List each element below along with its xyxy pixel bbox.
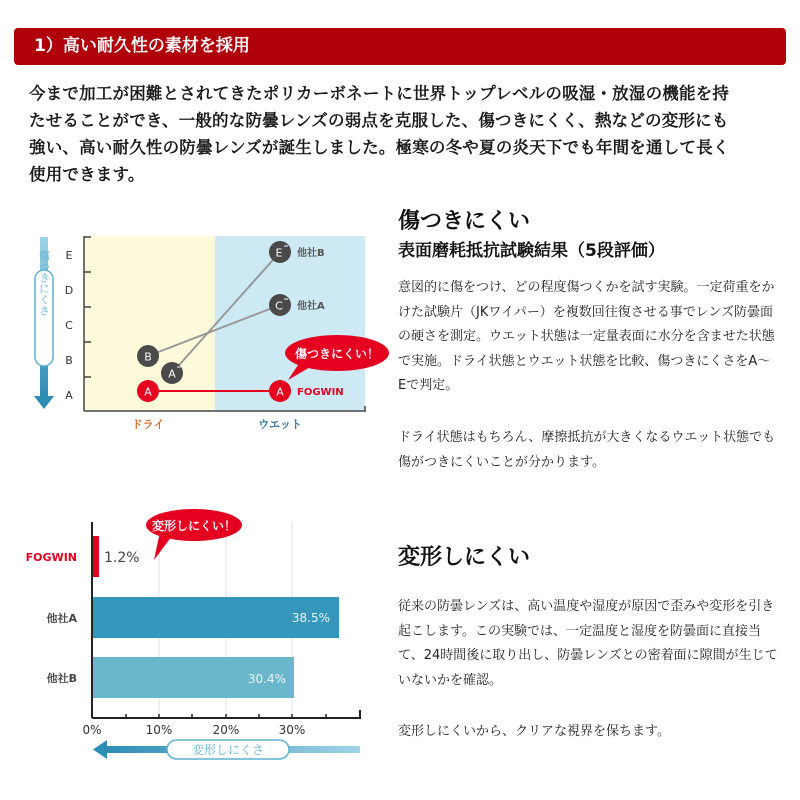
y-axis-label: 傷つきにくさ bbox=[37, 250, 51, 316]
intro-paragraph bbox=[29, 80, 779, 188]
y-tick-b: B bbox=[65, 354, 73, 367]
x-tick-0: 0% bbox=[82, 723, 102, 737]
callout-deformation-resistant bbox=[146, 509, 242, 560]
legend-competitor-b: 他社B bbox=[297, 248, 325, 259]
deformation-chart bbox=[0, 500, 390, 780]
x-label-dry: ドライ bbox=[131, 418, 165, 431]
intro-line: 今まで加工が困難とされてきたポリカーボネートに世界トップレベルの吸湿・放湿の機能を持 bbox=[29, 84, 730, 103]
deformation-section-title: 変形しにくい bbox=[398, 545, 531, 570]
intro-line: 使用できます。 bbox=[29, 165, 145, 184]
svg-text:変形しにくい！: 変形しにくい！ bbox=[151, 519, 237, 533]
value-competitor-b: 30.4% bbox=[247, 672, 286, 686]
x-axis-label: 変形しにくさ bbox=[191, 743, 265, 757]
point-dry-competitor-a bbox=[161, 362, 183, 384]
scratch-description: 意図的に傷をつけ、どの程度傷つくかを試す実験。一定荷重をかけた試験片（JKワイパー）を複数回往復させる事でレンズ防曇面の硬さを測定。ウエット状態は一定量表面に水分を含ませた状態で実施。ドライ状態とウエット状態を比較、傷つきにくさをA〜Eで判定。 bbox=[398, 280, 775, 393]
point-dry-competitor-b bbox=[137, 345, 159, 367]
y-tick-d: D bbox=[64, 284, 74, 297]
svg-text:C: C bbox=[275, 299, 283, 313]
svg-text:E: E bbox=[275, 246, 283, 260]
x-tick-10: 10% bbox=[145, 723, 173, 737]
scratch-section-subtitle: 表面磨耗抵抗試験結果（5段評価） bbox=[398, 241, 665, 261]
point-wet-fogwin bbox=[269, 380, 291, 402]
scratch-resistance-chart bbox=[0, 225, 390, 445]
y-tick-c: C bbox=[65, 319, 73, 332]
svg-text:B: B bbox=[144, 350, 152, 364]
category-competitor-a: 他社A bbox=[46, 612, 77, 625]
intro-line: 強い、高い耐久性の防曇レンズが誕生しました。極寒の冬や夏の炎天下でも年間を通して長く bbox=[29, 138, 730, 157]
intro-line: たせることができ、一般的な防曇レンズの弱点を克服した、傷つきにくく、熱などの変形にも bbox=[29, 111, 729, 130]
y-tick-e: E bbox=[65, 249, 73, 262]
category-fogwin: FOGWIN bbox=[25, 551, 77, 564]
point-wet-competitor-a bbox=[269, 294, 291, 316]
value-fogwin: 1.2% bbox=[104, 550, 140, 566]
svg-text:A: A bbox=[144, 385, 152, 399]
x-label-wet: ウエット bbox=[258, 418, 302, 431]
wet-region bbox=[215, 236, 365, 410]
category-competitor-b: 他社B bbox=[46, 672, 77, 685]
x-tick-20: 20% bbox=[212, 723, 240, 737]
section-header bbox=[14, 28, 786, 65]
svg-text:傷つきにくい！: 傷つきにくい！ bbox=[294, 347, 380, 361]
scratch-conclusion: ドライ状態はもちろん、摩擦抵抗が大きくなるウエット状態でも傷がつきにくいことが分かります。 bbox=[398, 430, 776, 470]
bar-fogwin bbox=[93, 536, 99, 577]
deformation-conclusion: 変形しにくいから、クリアな視界を保ちます。 bbox=[398, 724, 670, 739]
point-wet-competitor-b bbox=[269, 241, 291, 263]
x-tick-30: 30% bbox=[278, 723, 306, 737]
section-header-title: 1）高い耐久性の素材を採用 bbox=[34, 36, 250, 56]
deformation-description: 従来の防曇レンズは、高い温度や湿度が原因で歪みや変形を引き起こします。この実験では、一定温度と湿度を防曇面に直接当て、24時間後に取り出し、防曇レンズとの密着面に隙間が生じていないかを確認。 bbox=[398, 599, 778, 688]
value-competitor-a: 38.5% bbox=[291, 611, 330, 625]
legend-competitor-a: 他社A bbox=[297, 301, 325, 312]
point-dry-fogwin bbox=[137, 380, 159, 402]
scratch-section-title: 傷つきにくい bbox=[398, 209, 531, 234]
svg-text:A: A bbox=[276, 385, 284, 399]
legend-fogwin: FOGWIN bbox=[297, 387, 344, 398]
svg-text:A: A bbox=[168, 367, 176, 381]
y-tick-a: A bbox=[65, 389, 73, 402]
